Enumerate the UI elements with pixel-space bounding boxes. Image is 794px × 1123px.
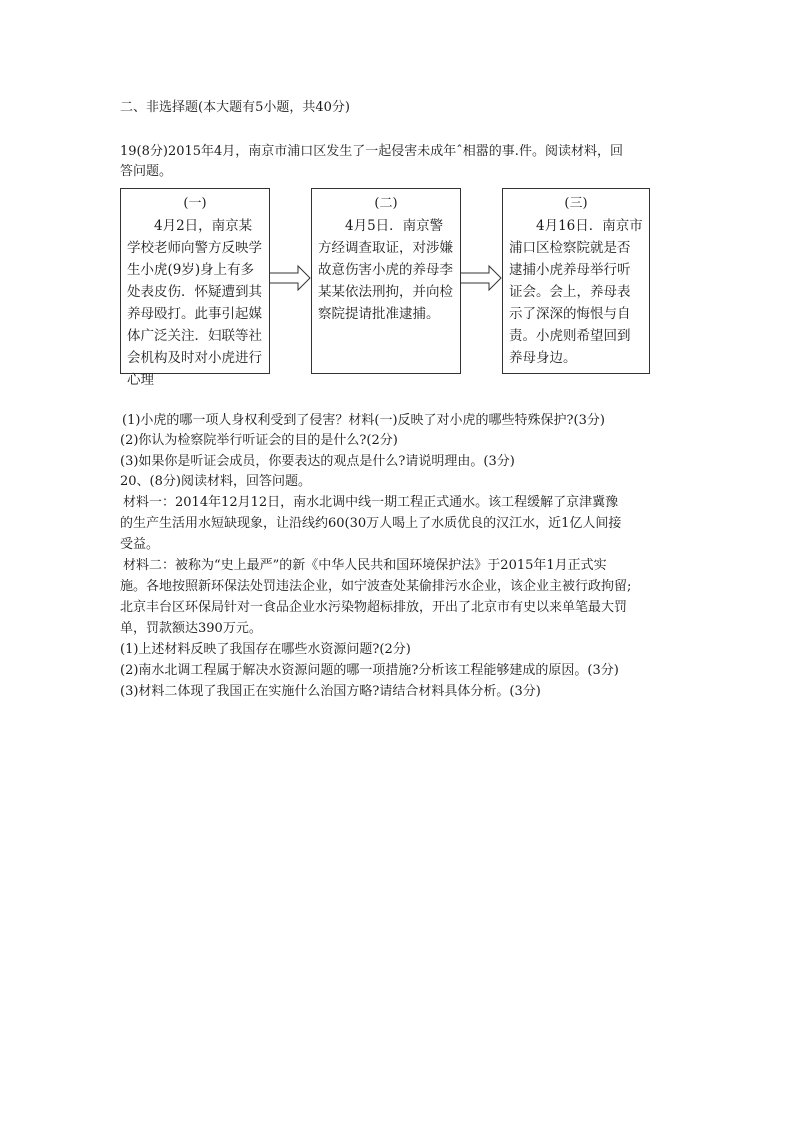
arrow-icon [270, 264, 312, 292]
q19-stem-line1: 19(8分)2015年4月，南京市浦口区发生了一起侵害未成年ˆ相嚣的事.件。阅读材料，回 [120, 144, 623, 159]
q19-box-2 [311, 188, 461, 374]
q19-stem-line2: 答问题。 [120, 164, 173, 179]
box-2-title: (二) [374, 196, 398, 211]
q19-question-3: (3)如果你是听证会成员，你要表达的观点是什么?请说明理由。(3分) [120, 454, 515, 469]
box-1-title: (一) [183, 196, 207, 211]
q20-stem: 20、(8分)阅读材料，回答问题。 [120, 474, 311, 489]
q19-box-3 [502, 188, 650, 374]
q19-question-1: (1)小虎的哪一项人身权利受到了侵害？材料(一)反映了对小虎的哪些特殊保护?(3分) [122, 413, 605, 428]
q20-material1-line1: 材料一：2014年12月12日，南水北调中线一期工程正式通水。该工程缓解了京津冀豫 [123, 495, 619, 510]
q20-material2-line3: 北京丰台区环保局针对一食品企业水污染物超标排放，开出了北京市有史以来单笔最大罚 [120, 600, 628, 615]
q20-question-1: (1)上述材料反映了我国存在哪些水资源问题?(2分) [120, 642, 411, 657]
q20-material2-line1: 材料二：被称为“史上最严”的新《中华人民共和国环境保护法》于2015年1月正式实 [123, 558, 607, 573]
q20-material2-line2: 施。各地按照新环保法处罚违法企业，如宁波查处某偷排污水企业，该企业主被行政拘留; [120, 579, 632, 594]
q20-question-3: (3)材料二体现了我国正在实施什么治国方略?请结合材料具体分析。(3分) [120, 684, 541, 699]
box-1-text: 4月2日，南京某学校老师向警方反映学生小虎(9岁)身上有多处表皮伤．怀疑遭到其养母殴打。此事引起媒体广泛关注．妇联等社会机构及时对小虎进行心理 [127, 218, 262, 388]
box-3-text: 4月16日．南京市浦口区检察院就是否逮捕小虎养母举行听证会。会上，养母表示了深深的悔恨与自责。小虎则希望回到养母身边。 [509, 218, 643, 366]
box-2-text: 4月5日．南京警方经调查取证，对涉嫌故意伤害小虎的养母李某某依法刑拘，并向检察院提请批准逮捕。 [318, 218, 453, 322]
q20-material2-line4: 单，罚款额达390万元。 [120, 621, 262, 636]
q19-question-2: (2)你认为检察院举行听证会的目的是什么?(2分) [120, 433, 398, 448]
q19-box-1 [120, 188, 270, 388]
q20-material1-line2: 的生产生活用水短缺现象，让沿线约60(30万人喝上了水质优良的汉江水，近1亿人间接 [120, 516, 622, 531]
section-title: 二、非选择题(本大题有5小题，共40分) [120, 100, 350, 115]
arrow-icon [461, 264, 503, 292]
box-3-title: (三) [564, 196, 588, 211]
q20-question-2: (2)南水北调工程属于解决水资源问题的哪一项措施?分析该工程能够建成的原因。(3分) [120, 663, 619, 678]
q20-material1-line3: 受益。 [120, 537, 160, 552]
